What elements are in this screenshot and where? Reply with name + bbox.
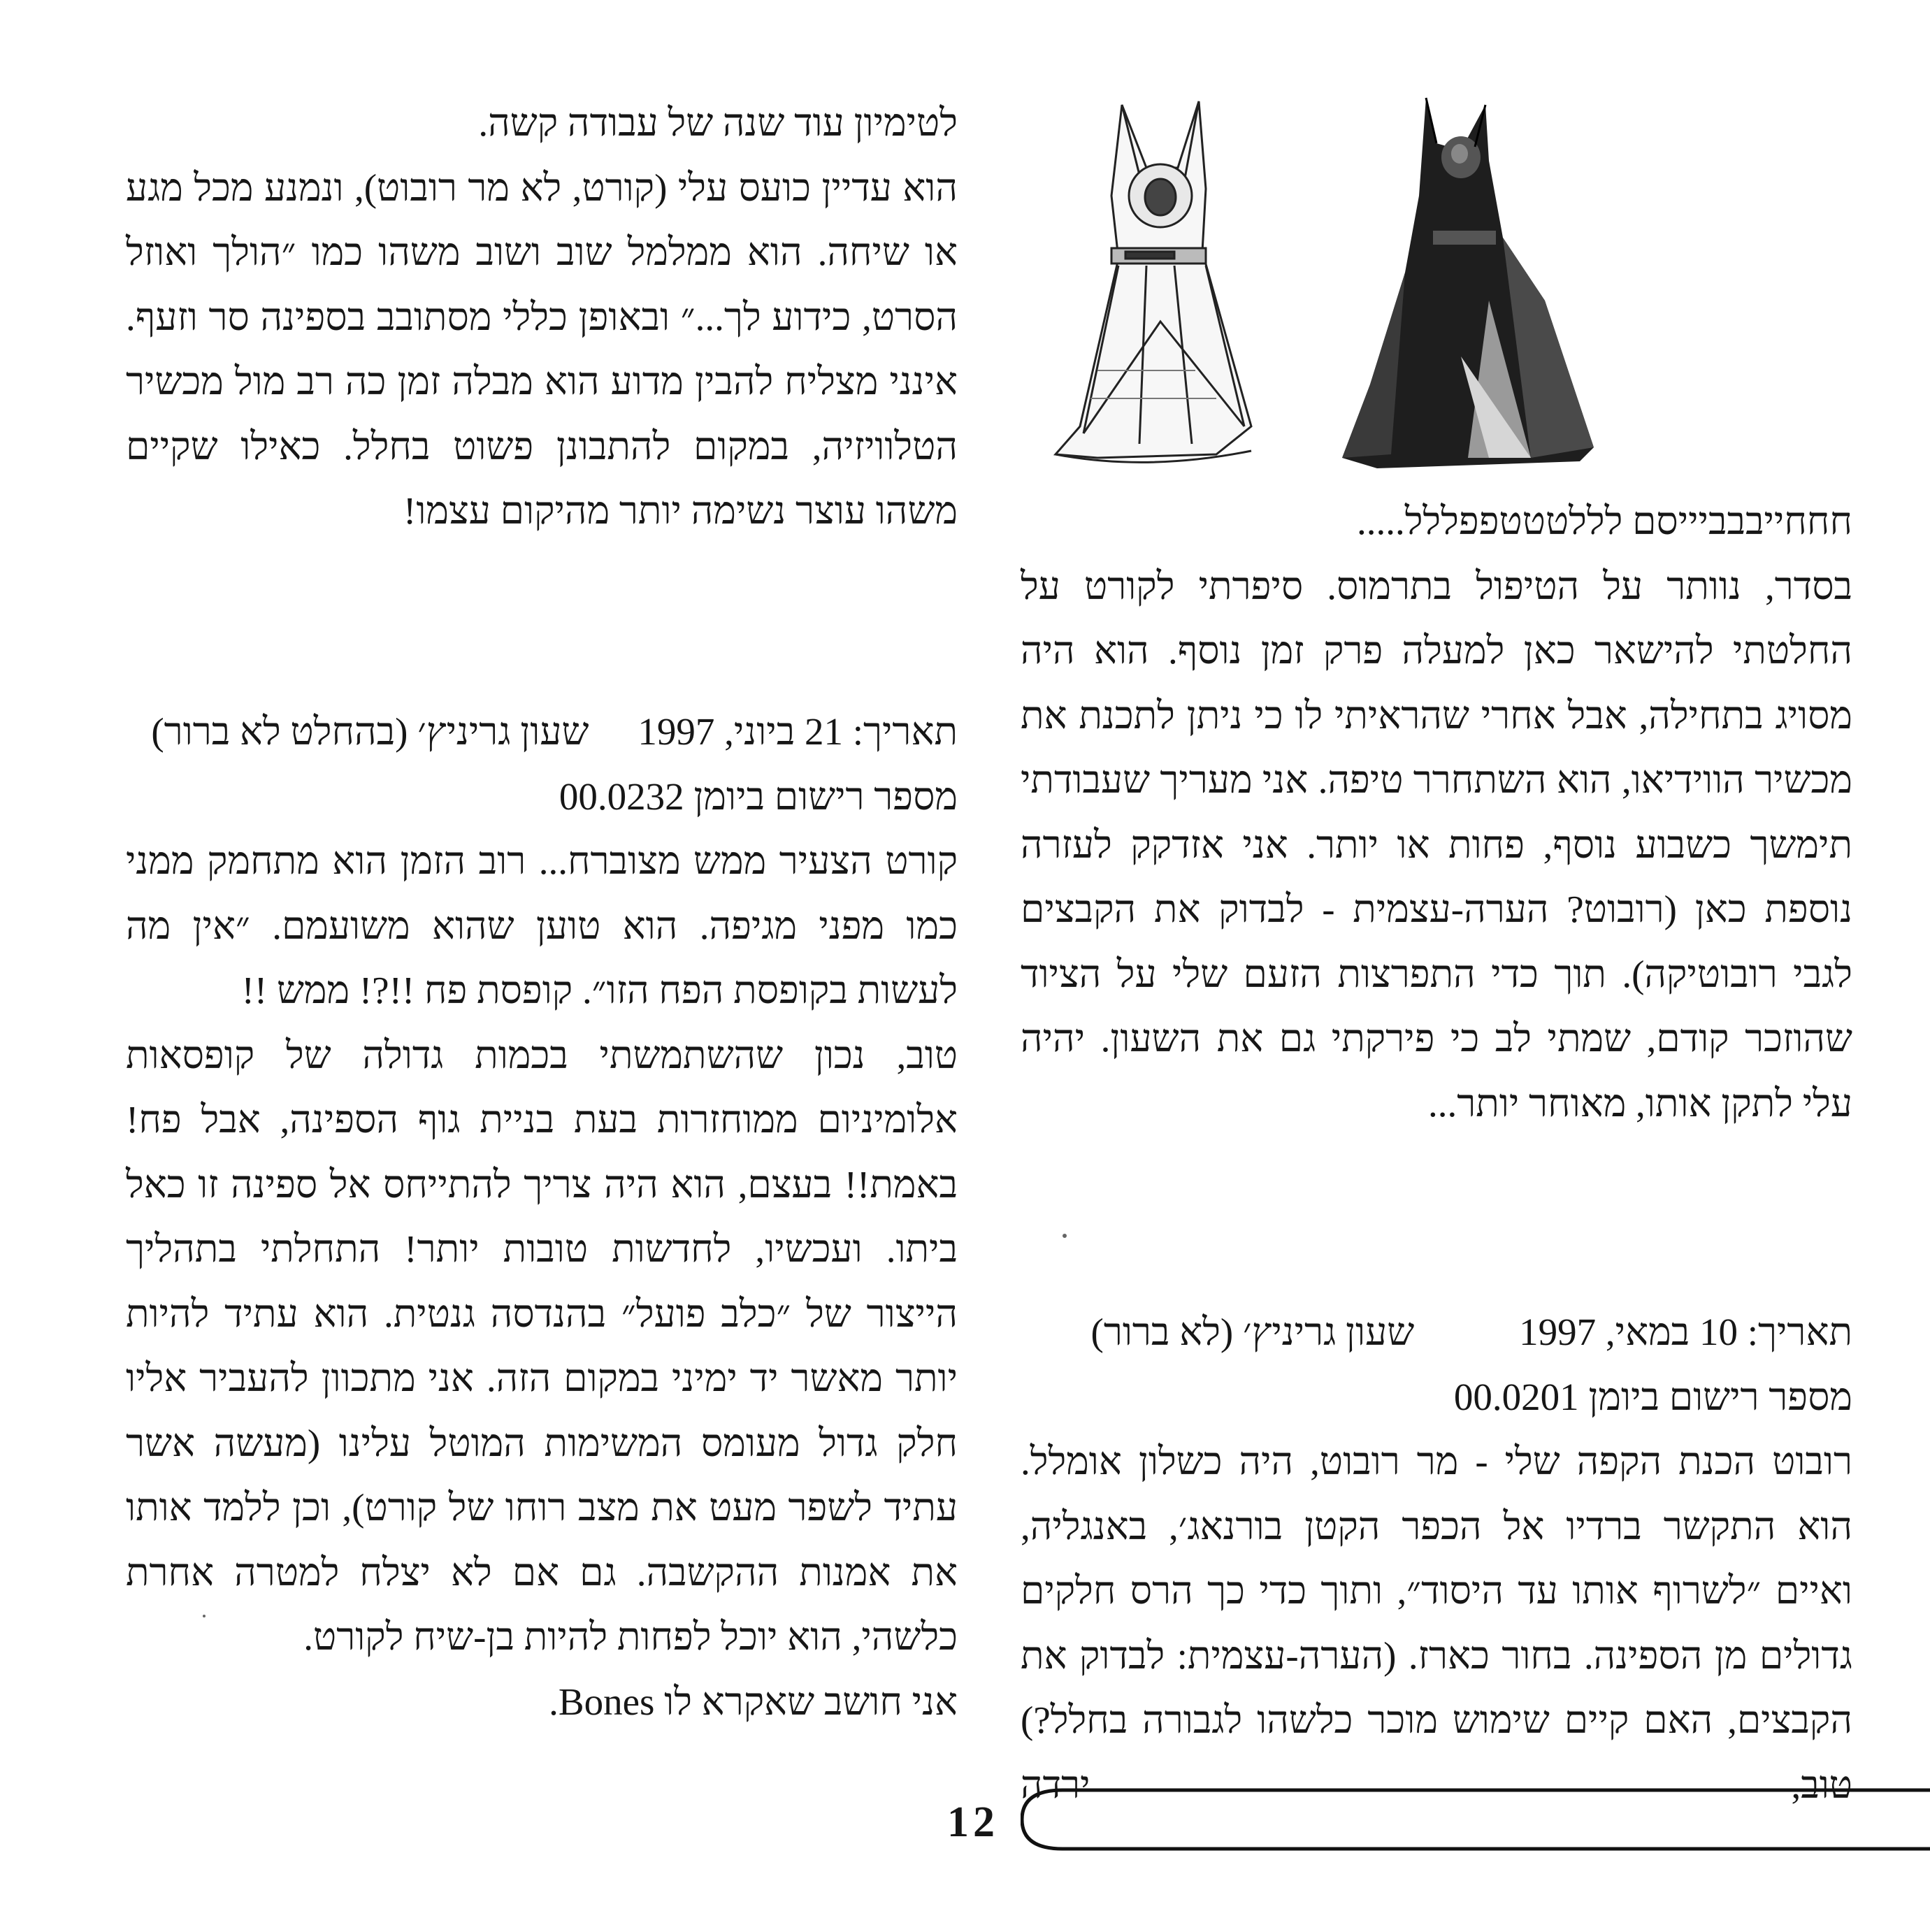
log-entry-june-21: [126, 700, 958, 1734]
left-continuation-paragraph: הוא עדיין כועס עלי (קורט, לא מר רובוט), ונמנע מכל מגע או שיחה. הוא ממלמל שוב ושוב משהו כמו ״הולך ואוזל הסרט, כידוע לך...״ ובאופן כללי מסתובב בספינה סר וזעף. אינני מצליח להבין מדוע הוא מבלה זמן כה רב מול מכשיר הטלוויזיה, במקום להתבונן פשוט בחלל. כאילו שקיים משהו עוצר נשימה יותר מהיקום עצמו!: [126, 166, 958, 532]
footer-rule-decoration: [1021, 1786, 1930, 1856]
entry-log-number: מספר רישום ביומן 00.0232: [559, 774, 958, 818]
left-continuation-line-1: לטימיון עוד שנה של עבודה קשה.: [478, 101, 958, 144]
sketch-robot-icon: [1056, 101, 1251, 462]
entry-log-number: מספר רישום ביומן 00.0201: [1453, 1375, 1852, 1418]
right-intro-line-1: חחחייבבביייסם לללטטטפפללל.....: [1356, 500, 1852, 542]
right-intro-paragraph: בסדר, נוותר על הטיפול בתרמוס. סיפרתי לקורט על החלטתי להישאר כאן למעלה פרק זמן נוסף. הוא היה מסויג בתחילה, אבל אחרי שהראיתי לו כי ניתן לתכנת את מכשיר הווידיאו, הוא השתחרר טיפה. אני מעריך שעבודתי תימשך כשבוע נוסף, פחות או יותר. אני אזדקק לעזרה נוספת כאן (רובוט? הערה-עצמית - לבדוק את הקבצים לגבי רובוטיקה). תוך כדי התפרצות הזעם שלי על הציוד שהוזכר קודם, שמתי לב כי פירקתי גם את השעון. יהיה עלי לתקן אותו, מאוחר יותר...: [1021, 564, 1852, 1125]
page-number: 12: [947, 1798, 999, 1846]
entry-date: תאריך: 10 במאי, 1997: [1519, 1311, 1852, 1353]
entry-paragraph: קורט הצעיר ממש מצוברח... רוב הזמן הוא מתחמק ממני כמו מפני מגיפה. הוא טוען שהוא משועמם. ״אין מה לעשות בקופסת הפח הזו״. קופסת פח !!?! ממש !!: [126, 839, 958, 1011]
entry-header: [1021, 1300, 1852, 1365]
shaded-robot-icon: [1342, 98, 1594, 468]
left-column: [126, 91, 958, 1723]
log-entry-may-10: [1021, 1300, 1852, 1817]
right-intro: [1021, 489, 1852, 1136]
entry-paragraph: רובוט הכנת הקפה שלי - מר רובוט, היה כשלון אומלל. הוא התקשר ברדיו אל הכפר הקטן בורנאג׳, באנגליה, ואיים ״לשרוף אותו עד היסוד״, ותוך כדי כך הרס חלקים גדולים מן הספינה. בחור כארז. (הערה-עצמית: לבדוק את הקבצים, האם קיים שימוש מוכר כלשהו לגבורה בחלל?) טוב, ירדה: [1021, 1440, 1852, 1806]
scan-speck: [203, 1615, 206, 1617]
entry-header: [126, 700, 958, 765]
entry-paragraph: אני חושב שאקרא לו Bones.: [549, 1680, 958, 1723]
robot-sketches-icon: [1042, 91, 1629, 482]
entry-date: תאריך: 21 ביוני, 1997: [638, 710, 958, 753]
entry-author: שעון גריניץ׳ (לא ברור): [1090, 1311, 1415, 1353]
entry-paragraph: טוב, נכון שהשתמשתי בכמות גדולה של קופסאות אלומיניום ממוחזרות בעת בניית גוף הספינה, אבל פח! באמת!! בעצם, הוא היה צריך להתייחס אל ספינה זו כאל ביתו. ועכשיו, לחדשות טובות יותר! התחלתי בתהליך הייצור של ״כלב פועל״ בהנדסה גנטית. הוא עתיד להיות יותר מאשר יד ימיני במקום הזה. אני מתכוון להעביר אליו חלק גדול מעומס המשימות המוטל עלינו (מעשה אשר עתיד לשפר מעט את מצב רוחו של קורט), וכן ללמד אותו את אמנות ההקשבה. גם אם לא יצלח למטרה אחרת כלשהי, הוא יוכל לפחות להיות בן-שיח לקורט.: [126, 1033, 958, 1658]
entry-author: שעון גריניץ׳ (בהחלט לא ברור): [151, 710, 589, 753]
scan-speck: [1063, 1234, 1067, 1238]
